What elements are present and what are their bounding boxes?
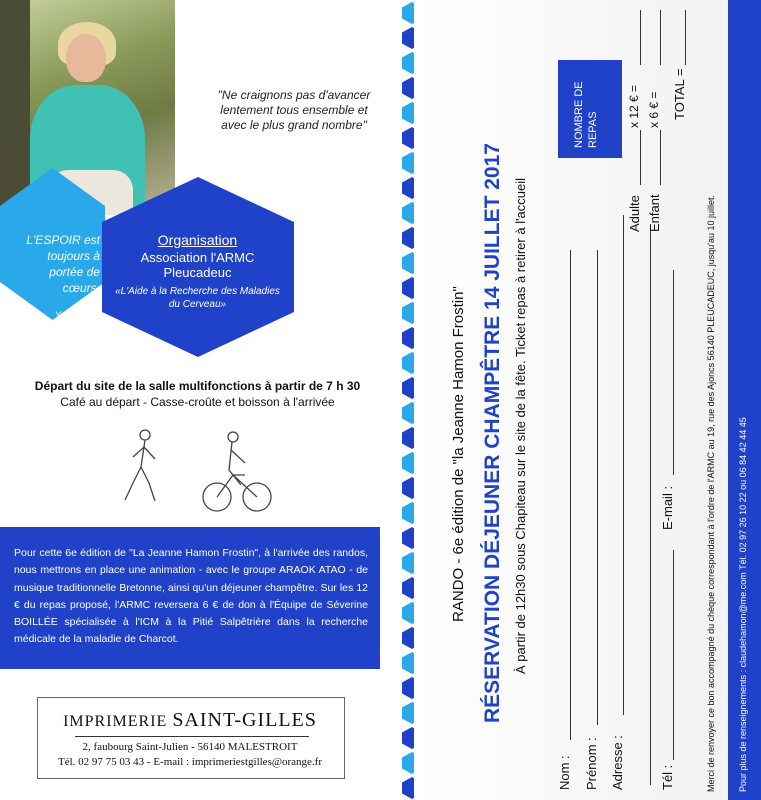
printer-name: IMPRIMERIE SAINT-GILLES xyxy=(63,709,317,731)
field-email[interactable] xyxy=(673,270,674,475)
field-adulte-total[interactable] xyxy=(640,10,641,65)
depart-sub: Café au départ - Casse-croûte et boisson à l'arrivée xyxy=(60,395,335,409)
field-adresse[interactable] xyxy=(623,215,624,715)
nombre-repas-label: NOMBRE DE REPAS xyxy=(573,81,599,148)
enfant-label: Enfant xyxy=(647,194,662,232)
field-enfant-total[interactable] xyxy=(660,10,661,65)
adulte-price: x 12 € = xyxy=(627,84,641,128)
field-enfant[interactable] xyxy=(660,130,661,185)
field-tel[interactable] xyxy=(673,550,674,760)
total-label: TOTAL = xyxy=(672,68,687,120)
description-text: Pour cette 6e édition de "La Jeanne Hamon Frostin", à l'arrivée des randos, nous mettrons en place une animation - avec le groupe ARAOK ATAO - de musique traditionnelle Bretonne, ainsi qu'un déjeuner champêtre. Sur les 12 € du repas proposé, l'ARMC reversera 6 € de don à l'Équipe de Séverine BOILLÉE spécialisée à l'ICM à la Pitié Salpêtrière dans la recherche médicale de la maladie de Charcot. xyxy=(14,547,368,646)
label-adresse: Adresse : xyxy=(610,735,625,790)
printer-contact: Tél. 02 97 75 03 43 - E-mail : imprimeriestgilles@orange.fr xyxy=(58,756,322,768)
field-adresse-2[interactable] xyxy=(650,230,651,785)
headline-chapiteau: À partir de 12h30 sous Chapiteau sur le site de la fête. Ticket repas à retirer à l'accueil xyxy=(513,177,528,674)
adulte-label: Adulte xyxy=(627,195,642,232)
field-prenom[interactable] xyxy=(597,250,598,725)
depart-info xyxy=(0,378,395,410)
label-nom: Nom : xyxy=(557,755,572,790)
espoir-text: L'ESPOIR est toujours à portée de cœurs. xyxy=(26,233,100,295)
walker-icon xyxy=(125,430,155,501)
label-prenom: Prénom : xyxy=(584,737,599,790)
portrait-photo xyxy=(0,0,175,215)
renseignements-text: Pour plus de renseignements : claudehamon@me.com Tél. 02 97 26 10 22 ou 06 84 42 44 45 xyxy=(738,417,748,792)
espoir-signature: Yves Duteil xyxy=(54,310,100,320)
organisation-name: Association l'ARMC xyxy=(140,250,255,265)
cyclist-icon xyxy=(203,432,271,511)
organisation-block xyxy=(110,232,285,311)
field-nom[interactable] xyxy=(570,250,571,740)
label-email: E-mail : xyxy=(660,485,675,530)
walker-cyclist-illustration xyxy=(105,425,275,520)
printer-address: 2, faubourg Saint-Julien - 56140 MALESTROIT xyxy=(82,741,298,753)
quote-text: "Ne craignons pas d'avancer lentement tous ensemble et avec le plus grand nombre" xyxy=(217,88,371,132)
depart-bold: Départ du site de la salle multifonctions à partir de 7 h 30 xyxy=(34,379,361,393)
headline-reservation: RÉSERVATION DÉJEUNER CHAMPÊTRE 14 JUILLET 2017 xyxy=(481,143,504,723)
organisation-city: Pleucadeuc xyxy=(163,265,232,280)
organisation-tagline: «L'Aide à la Recherche des Maladies du Cerveau» xyxy=(115,286,280,310)
headline-rando: RANDO - 6e édition de "la Jeanne Hamon Frostin" xyxy=(450,286,467,622)
field-adulte[interactable] xyxy=(640,130,641,185)
organisation-title: Organisation xyxy=(157,232,238,248)
enfant-price: x 6 € = xyxy=(647,91,661,128)
merci-text: Merci de renvoyer ce bon accompagné du chèque correspondant à l'ordre de l'ARMC au 19, rue des Ajoncs 56140 PLEUCADEUC, jusqu'au 10 juillet. xyxy=(706,195,716,792)
label-tel: Tél : xyxy=(660,764,675,790)
field-total[interactable] xyxy=(685,10,686,65)
